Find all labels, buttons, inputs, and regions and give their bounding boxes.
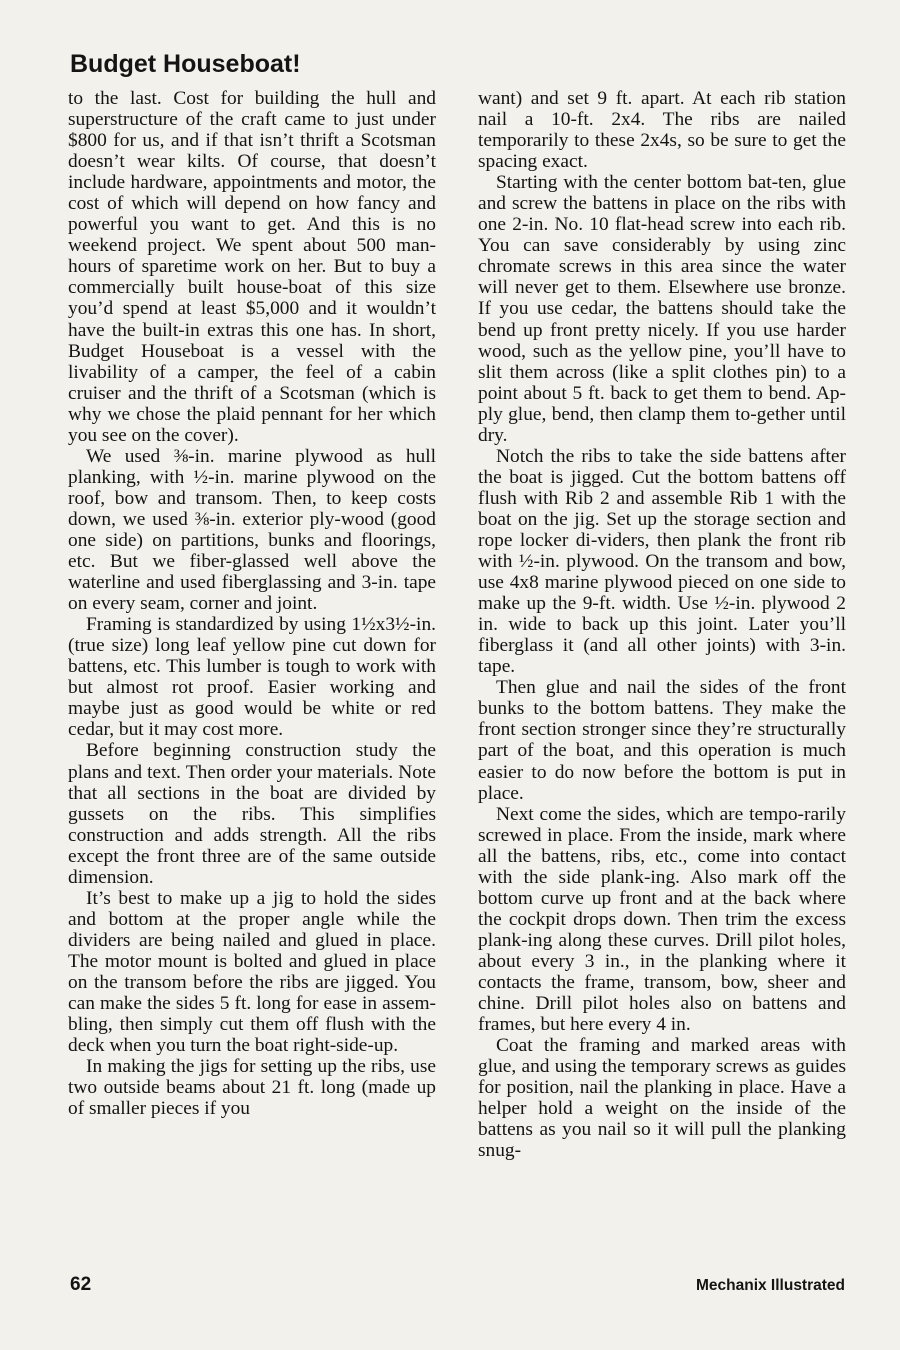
paragraph: We used ⅜-in. marine plywood as hull planking, with ½-in. marine plywood on the roof, bow and transom. Then, to keep costs down, we used ⅜-in. exterior ply-wood (good one side) on partitions, bunks and floorings, etc. But we fiber-glassed well above the waterline and used fiberglassing and 3-in. tape on every seam, corner and joint. (68, 445, 436, 615)
paragraph: In making the jigs for setting up the ribs, use two outside beams about 21 ft. long (made up of smaller pieces if you (68, 1056, 436, 1120)
paragraph: want) and set 9 ft. apart. At each rib station nail a 10-ft. 2x4. The ribs are nailed temporarily to these 2x4s, so be sure to get the spacing exact. (478, 88, 846, 173)
right-column (478, 88, 846, 1161)
page-number: 62 (70, 1274, 92, 1295)
paragraph: Framing is standardized by using 1½x3½-in. (true size) long leaf yellow pine cut down for battens, etc. This lumber is tough to work with but almost rot proof. Easier working and maybe just as good would be white or red cedar, but it may cost more. (68, 614, 436, 741)
article-title: Budget Houseboat! (70, 50, 301, 78)
paragraph: It’s best to make up a jig to hold the sides and bottom at the proper angle while the dividers are being nailed and glued in place. The motor mount is bolted and glued in place on the transom before the ribs are jigged. You can make the sides 5 ft. long for ease in assem-bling, then simply cut them off flush with the deck when you turn the boat right-side-up. (68, 887, 436, 1057)
paragraph: Starting with the center bottom bat-ten, glue and screw the battens in place on the ribs with one 2-in. No. 10 flat-head screw into each rib. You can save considerably by using zinc chromate screws in this area since the water will never get to them. Elsewhere use bronze. If you use cedar, the battens should take the bend up front pretty nicely. If you use harder wood, such as the yellow pine, you’ll have to slit them across (like a split clothes pin) to a point about 5 ft. back to get them to bend. Ap-ply glue, bend, then clamp them to-gether until dry. (478, 172, 846, 446)
magazine-name: Mechanix Illustrated (695, 1277, 845, 1294)
paragraph: to the last. Cost for building the hull and superstructure of the craft came to just under $800 for us, and if that isn’t thrift a Scotsman doesn’t wear kilts. Of course, that doesn’t include hardware, appointments and motor, the cost of which will depend on how fancy and powerful you want to get. And this is no weekend project. We spent about 500 man-hours of sparetime work on her. But to buy a commercially built house-boat of this size you’d spend at least $5,000 and it wouldn’t have the built-in extras this one has. In short, Budget Houseboat is a vessel with the livability of a camper, the feel of a cabin cruiser and the thrift of a Scotsman (which is why we chose the plaid pennant for her which you see on the cover). (68, 88, 436, 446)
paragraph: Notch the ribs to take the side battens after the boat is jigged. Cut the bottom battens off flush with Rib 2 and assemble Rib 1 with the boat on the jig. Set up the storage section and rope locker di-viders, then plank the front rib with ½-in. plywood. On the transom and bow, use 4x8 marine plywood pieced on one side to make up the 9-ft. width. Use ½-in. plywood 2 in. wide to back up this joint. Later you’ll fiberglass it (and all other joints) with 3-in. tape. (478, 445, 846, 678)
paragraph: Coat the framing and marked areas with glue, and using the temporary screws as guides for position, nail the planking in place. Have a helper hold a weight on the inside of the battens as you nail so it will pull the planking snug- (478, 1035, 846, 1162)
paragraph: Then glue and nail the sides of the front bunks to the bottom battens. They make the front section stronger since they’re structurally part of the boat, and this operation is much easier to do now before the bottom is put in place. (478, 677, 846, 804)
paragraph: Next come the sides, which are tempo-rarily screwed in place. From the inside, mark where all the battens, ribs, etc., come into contact with the side plank-ing. Also mark off the bottom curve up front and at the back where the cockpit drops down. Then trim the excess plank-ing along these curves. Drill pilot holes, about every 3 in., in the planking where it contacts the frame, transom, bow, sheer and chine. Drill pilot holes also on battens and frames, but here every 4 in. (478, 803, 846, 1036)
paragraph: Before beginning construction study the plans and text. Then order your materials. Note that all sections in the boat are divided by gussets on the ribs. This simplifies construction and adds strength. All the ribs except the front three are of the same outside dimension. (68, 740, 436, 888)
left-column (68, 88, 436, 1119)
